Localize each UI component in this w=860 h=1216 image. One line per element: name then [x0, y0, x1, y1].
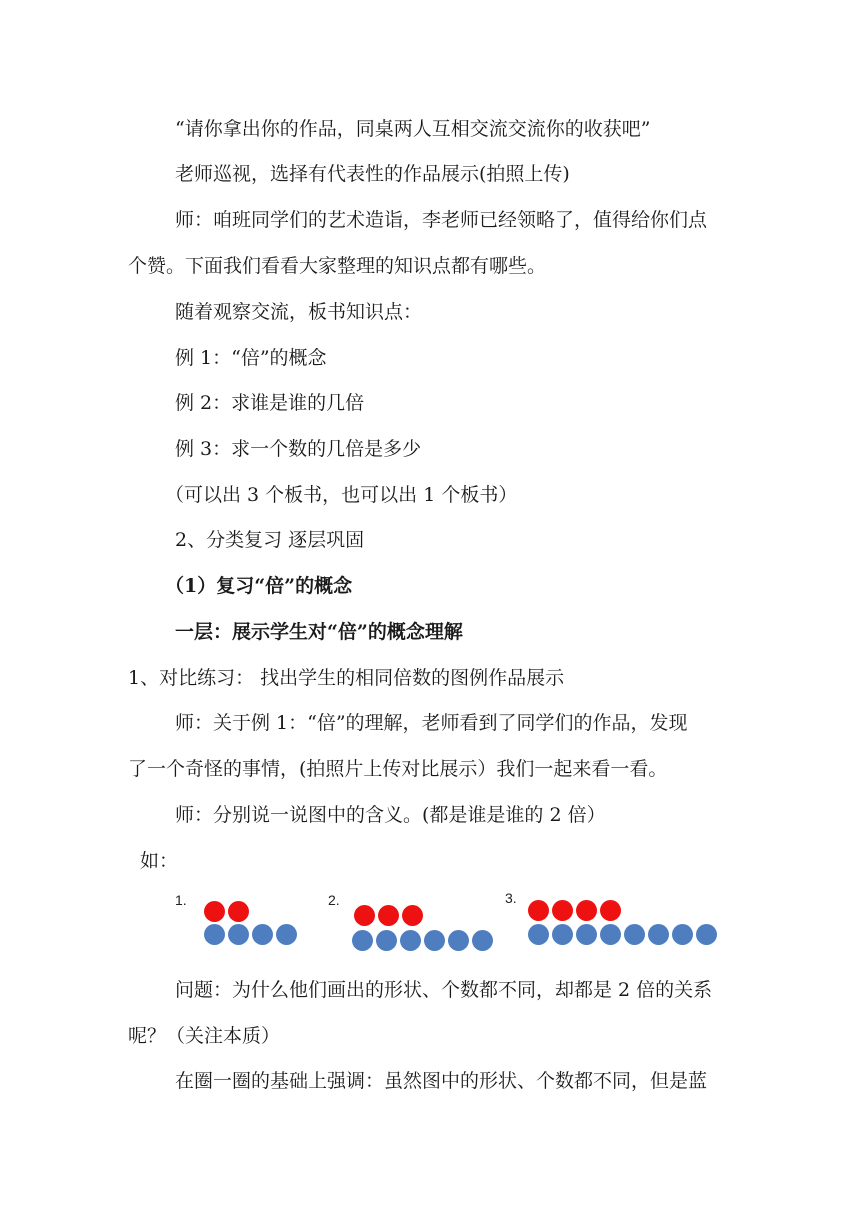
paragraph-teacher-example-line2: 了一个奇怪的事情，(拍照片上传对比展示）我们一起来看一看。: [128, 758, 668, 780]
figure-label-1: 1.: [175, 892, 187, 908]
paragraph-contrast-practice: 1、对比练习： 找出学生的相同倍数的图例作品展示: [128, 667, 565, 689]
red-dot: [354, 905, 375, 926]
blue-dot: [624, 924, 645, 945]
blue-dot: [400, 930, 421, 951]
blue-dot: [252, 924, 273, 945]
example-2: 例 2：求谁是谁的几倍: [175, 392, 365, 414]
blue-dot: [228, 924, 249, 945]
blue-dot: [204, 924, 225, 945]
blue-dot: [672, 924, 693, 945]
blue-dot: [600, 924, 621, 945]
example-3: 例 3：求一个数的几倍是多少: [175, 438, 422, 460]
paragraph-teacher-explain: 师：分别说一说图中的含义。(都是谁是谁的 2 倍）: [175, 804, 606, 826]
blue-dot: [696, 924, 717, 945]
red-dot: [600, 900, 621, 921]
example-1: 例 1：“倍”的概念: [175, 347, 327, 369]
paragraph-quote: “请你拿出你的作品，同桌两人互相交流交流你的收获吧”: [175, 118, 651, 140]
red-dot: [204, 901, 225, 922]
blue-dot: [576, 924, 597, 945]
paragraph-note: （可以出 3 个板书，也可以出 1 个板书）: [165, 484, 518, 506]
red-dot: [576, 900, 597, 921]
paragraph-teacher-patrol: 老师巡视，选择有代表性的作品展示(拍照上传): [175, 163, 570, 185]
blue-dot: [528, 924, 549, 945]
figure-label-3: 3.: [505, 890, 517, 906]
subsection-heading: （1）复习“倍”的概念: [165, 575, 353, 597]
blue-dot: [424, 930, 445, 951]
red-dot: [402, 905, 423, 926]
figure-label-2: 2.: [328, 892, 340, 908]
paragraph-teacher-example-line1: 师：关于例 1：“倍”的理解，老师看到了同学们的作品，发现: [175, 712, 688, 734]
paragraph-question-line2: 呢？（关注本质）: [128, 1025, 281, 1047]
blue-dot: [352, 930, 373, 951]
red-dot: [552, 900, 573, 921]
blue-dot: [472, 930, 493, 951]
blue-dot: [276, 924, 297, 945]
red-dot: [528, 900, 549, 921]
layer-heading: 一层：展示学生对“倍”的概念理解: [175, 621, 463, 643]
paragraph-blackboard-intro: 随着观察交流，板书知识点：: [175, 301, 423, 323]
blue-dot: [648, 924, 669, 945]
paragraph-teacher-praise-line2: 个赞。下面我们看看大家整理的知识点都有哪些。: [128, 255, 547, 277]
section-heading-2: 2、分类复习 逐层巩固: [175, 529, 365, 551]
blue-dot: [448, 930, 469, 951]
red-dot: [228, 901, 249, 922]
blue-dot: [376, 930, 397, 951]
paragraph-question-line1: 问题：为什么他们画出的形状、个数都不同，却都是 2 倍的关系: [175, 979, 713, 1001]
blue-dot: [552, 924, 573, 945]
red-dot: [378, 905, 399, 926]
paragraph-emphasis-line1: 在圈一圈的基础上强调：虽然图中的形状、个数都不同，但是蓝: [175, 1070, 708, 1092]
paragraph-such-as: 如：: [140, 850, 179, 872]
double-relation-figure: [170, 890, 730, 952]
paragraph-teacher-praise-line1: 师：咱班同学们的艺术造诣，李老师已经领略了，值得给你们点: [175, 209, 708, 231]
